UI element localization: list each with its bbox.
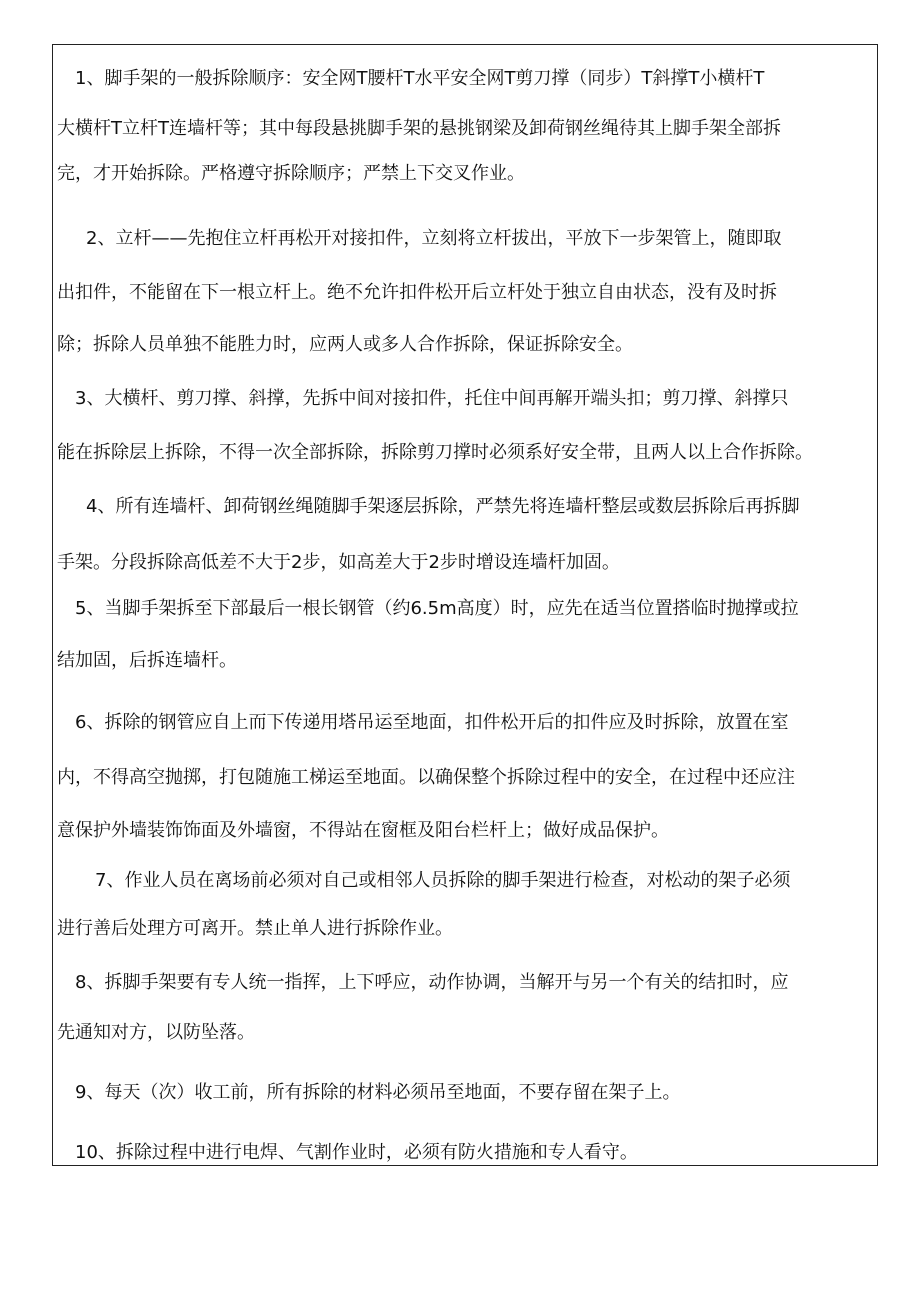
paragraph-10-line-1: 10、拆除过程中进行电焊、气割作业时，必须有防火措施和专人看守。 [75,1142,638,1163]
paragraph-6-line-3: 意保护外墙装饰饰面及外墙窗，不得站在窗框及阳台栏杆上；做好成品保护。 [57,820,669,841]
paragraph-2-line-3: 除；拆除人员单独不能胜力时，应两人或多人合作拆除，保证拆除安全。 [57,334,633,355]
paragraph-3-line-1: 3、大横杆、剪刀撑、斜撑，先拆中间对接扣件，托住中间再解开端头扣；剪刀撑、斜撑只 [75,388,789,409]
paragraph-3-line-2: 能在拆除层上拆除，不得一次全部拆除，拆除剪刀撑时必须系好安全带，且两人以上合作拆除。 [57,442,813,463]
paragraph-4-line-1: 4、所有连墙杆、卸荷钢丝绳随脚手架逐层拆除，严禁先将连墙杆整层或数层拆除后再拆脚 [86,496,800,517]
paragraph-1-line-1: 1、脚手架的一般拆除顺序：安全网T腰杆T水平安全网T剪刀撑（同步）T斜撑T小横杆T [75,68,765,89]
paragraph-2-line-2: 出扣件，不能留在下一根立杆上。绝不允许扣件松开后立杆处于独立自由状态，没有及时拆 [57,282,777,303]
paragraph-1-line-3: 完，才开始拆除。严格遵守拆除顺序；严禁上下交叉作业。 [57,163,525,184]
paragraph-4-line-2: 手架。分段拆除高低差不大于2步，如高差大于2步时增设连墙杆加固。 [57,552,620,573]
paragraph-2-line-1: 2、立杆——先抱住立杆再松开对接扣件，立刻将立杆拔出，平放下一步架管上，随即取 [86,228,782,249]
document-box [52,44,878,1166]
paragraph-7-line-1: 7、作业人员在离场前必须对自己或相邻人员拆除的脚手架进行检查，对松动的架子必须 [95,870,791,891]
paragraph-7-line-2: 进行善后处理方可离开。禁止单人进行拆除作业。 [57,918,453,939]
paragraph-6-line-1: 6、拆除的钢管应自上而下传递用塔吊运至地面，扣件松开后的扣件应及时拆除，放置在室 [75,712,789,733]
paragraph-6-line-2: 内，不得高空抛掷，打包随施工梯运至地面。以确保整个拆除过程中的安全，在过程中还应注 [57,767,795,788]
paragraph-5-line-2: 结加固，后拆连墙杆。 [57,650,237,671]
paragraph-9-line-1: 9、每天（次）收工前，所有拆除的材料必须吊至地面，不要存留在架子上。 [75,1082,681,1103]
paragraph-1-line-2: 大横杆T立杆T连墙杆等；其中每段悬挑脚手架的悬挑钢梁及卸荷钢丝绳待其上脚手架全部拆 [57,118,781,139]
paragraph-8-line-1: 8、拆脚手架要有专人统一指挥，上下呼应，动作协调，当解开与另一个有关的结扣时，应 [75,972,789,993]
paragraph-8-line-2: 先通知对方，以防坠落。 [57,1022,255,1043]
paragraph-5-line-1: 5、当脚手架拆至下部最后一根长钢管（约6.5m高度）时，应先在适当位置搭临时抛撑或拉 [75,598,799,619]
